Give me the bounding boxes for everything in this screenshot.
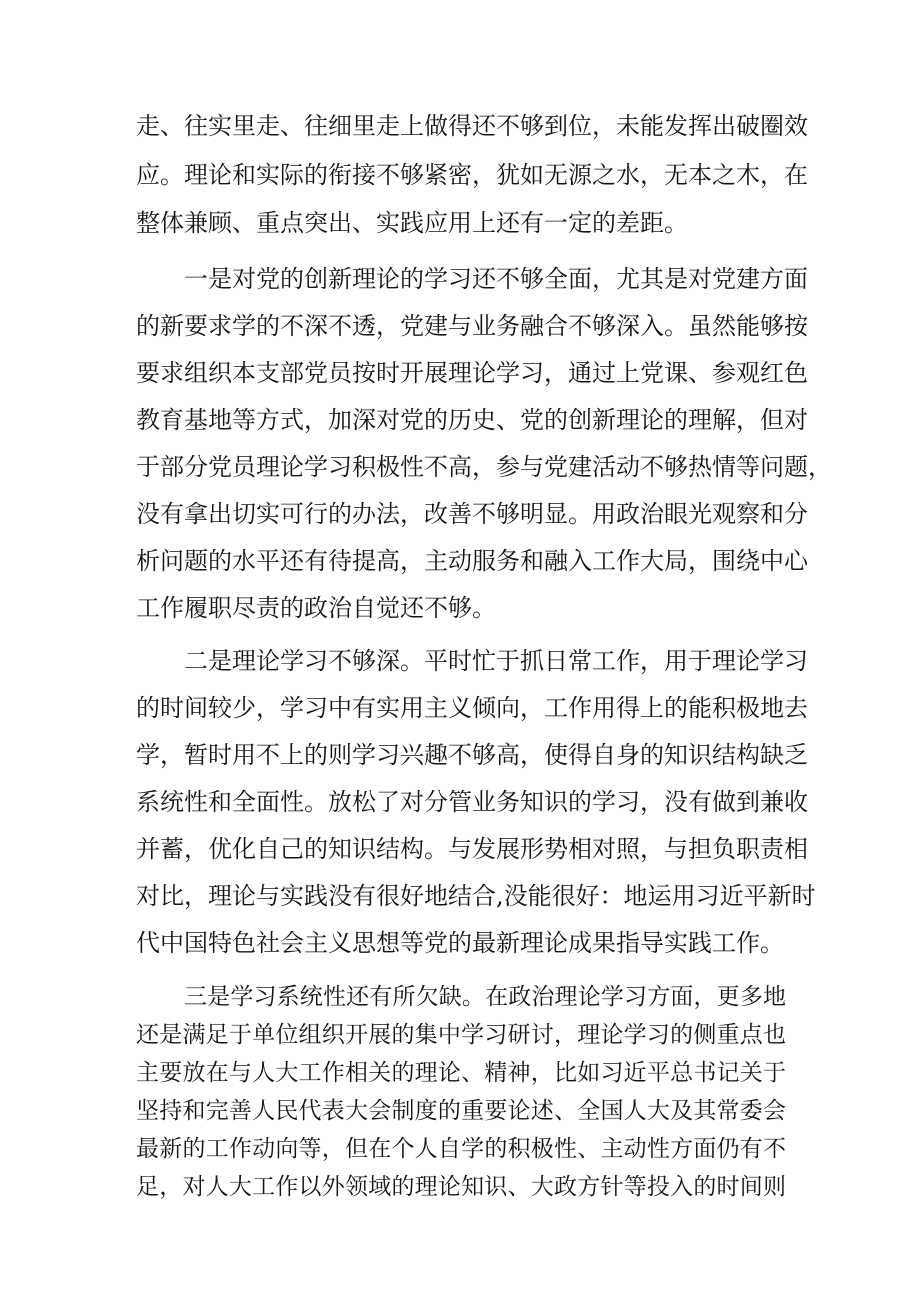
text-line: 最新的工作动向等，但在个人自学的积极性、主动性方面仍有不 [136, 1136, 786, 1162]
text-line: 二是理论学习不够深。平时忙于抓日常工作，用于理论学习 [184, 647, 808, 675]
text-line: 坚持和完善人民代表大会制度的重要论述、全国人大及其常委会 [136, 1098, 786, 1124]
text-line: 足，对人大工作以外领域的理论知识、大政方针等投入的时间则 [136, 1174, 786, 1200]
text-line: 代中国特色社会主义思想等党的最新理论成果指导实践工作。 [136, 929, 784, 957]
text-line: 学，暂时用不上的则学习兴趣不够高，使得自身的知识结构缺乏 [136, 741, 808, 769]
text-line: 对比，理论与实践没有很好地结合,没能很好：地运用习近平新时 [136, 882, 816, 910]
text-line: 整体兼顾、重点突出、实践应用上还有一定的差距。 [136, 209, 688, 237]
text-line: 走、往实里走、往细里走上做得还不够到位，未能发挥出破圈效 [136, 112, 808, 140]
text-line: 于部分党员理论学习积极性不高，参与党建活动不够热情等问题， [136, 453, 832, 481]
text-line: 教育基地等方式，加深对党的历史、党的创新理论的理解，但对 [136, 406, 808, 434]
text-line: 三是学习系统性还有所欠缺。在政治理论学习方面，更多地 [184, 984, 786, 1010]
text-line: 系统性和全面性。放松了对分管业务知识的学习，没有做到兼收 [136, 788, 808, 816]
text-line: 并蓄，优化自己的知识结构。与发展形势相对照，与担负职责相 [136, 835, 808, 863]
text-line: 主要放在与人大工作相关的理论、精神，比如习近平总书记关于 [136, 1060, 786, 1086]
text-line: 还是满足于单位组织开展的集中学习研讨，理论学习的侧重点也 [136, 1022, 786, 1048]
text-line: 一是对党的创新理论的学习还不够全面，尤其是对党建方面 [184, 265, 808, 293]
text-line: 应。理论和实际的衔接不够紧密，犹如无源之水，无本之木，在 [136, 161, 808, 189]
text-line: 没有拿出切实可行的办法，改善不够明显。用政治眼光观察和分 [136, 500, 808, 528]
text-line: 工作履职尽责的政治自觉还不够。 [136, 594, 496, 622]
text-line: 的时间较少，学习中有实用主义倾向，工作用得上的能积极地去 [136, 694, 808, 722]
text-line: 析问题的水平还有待提高，主动服务和融入工作大局，围绕中心 [136, 547, 808, 575]
text-line: 的新要求学的不深不透，党建与业务融合不够深入。虽然能够按 [136, 312, 808, 340]
text-line: 要求组织本支部党员按时开展理论学习，通过上党课、参观红色 [136, 359, 808, 387]
